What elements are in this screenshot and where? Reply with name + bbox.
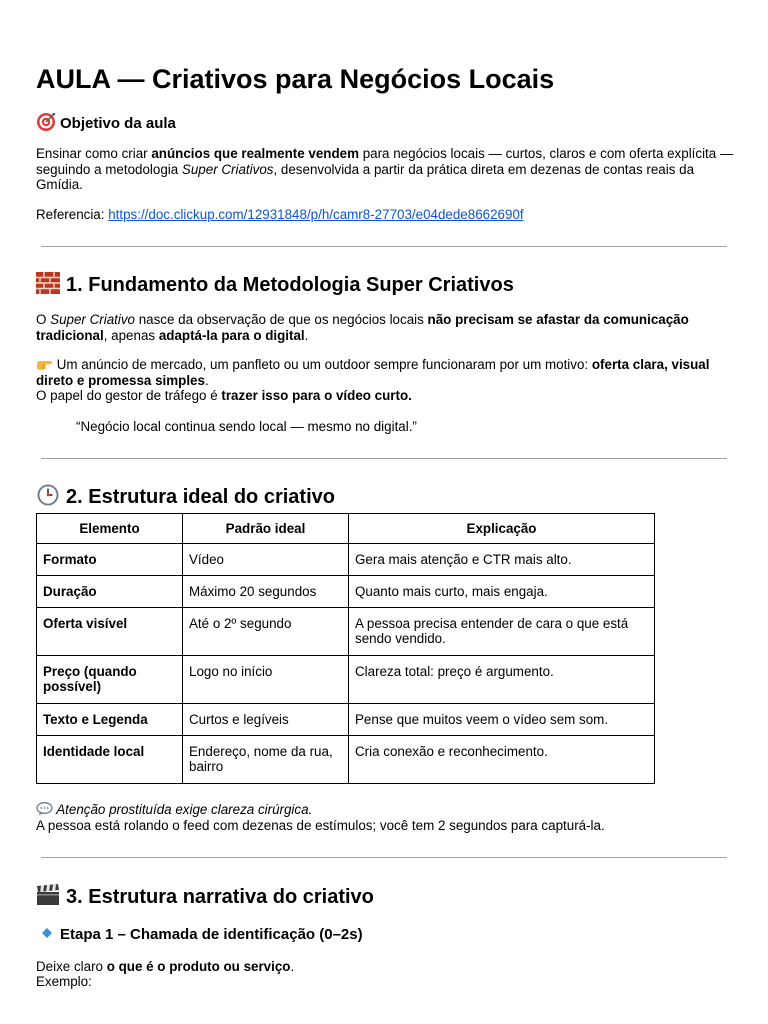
section-1-paragraph-1: [36, 312, 736, 343]
reference-link[interactable]: https://doc.clickup.com/12931848/p/h/camr8-27703/e04dede8662690f: [108, 207, 524, 222]
horizontal-rule: [41, 246, 727, 247]
section-3-paragraph-2: Exemplo:: [36, 974, 92, 989]
text-run: para negócios locais — curtos, claros e com oferta explícita — seguindo a metodologia: [36, 146, 734, 177]
table-cell: Preço (quando possível): [37, 655, 183, 703]
attention-note-text: A pessoa está rolando o feed com dezenas de estímulos; você tem 2 segundos para capturá-la.: [36, 818, 605, 833]
table-cell: Pense que muitos veem o vídeo sem som.: [349, 703, 655, 735]
bold-run: não precisam se afastar da comunicação tradicional: [36, 312, 689, 343]
objective-paragraph: [36, 146, 736, 193]
table-cell: Gera mais atenção e CTR mais alto.: [349, 543, 655, 575]
bold-run: anúncios que realmente vendem: [151, 146, 359, 161]
table-row: [37, 575, 655, 607]
page-title: AULA — Criativos para Negócios Locais: [36, 64, 555, 94]
table-header-cell: Padrão ideal: [183, 514, 349, 544]
text-run: , desenvolvida a partir da prática direta em dezenas de contas reais da Gmídia.: [36, 161, 695, 192]
italic-run: Atenção prostituída exige clareza cirúrgica.: [53, 802, 313, 817]
table-cell: Oferta visível: [37, 607, 183, 655]
table-cell: Quanto mais curto, mais engaja.: [349, 575, 655, 607]
reference-line: [36, 207, 736, 223]
bold-run: adaptá-la para o digital: [158, 327, 305, 343]
italic-run: Super Criativos: [181, 161, 274, 177]
table-row: [37, 703, 655, 735]
section-3-heading: [36, 884, 374, 910]
text-run: .: [304, 327, 309, 343]
table-row: [37, 543, 655, 575]
section-1-heading-text: 1. Fundamento da Metodologia Super Criativos: [66, 274, 514, 296]
section-3-paragraph-1: [36, 959, 736, 975]
horizontal-rule: [41, 857, 727, 858]
table-cell: Formato: [37, 543, 183, 575]
brick-icon: [36, 272, 60, 294]
clapperboard-icon: [36, 884, 60, 906]
text-run: O papel do gestor de tráfego é: [36, 388, 222, 403]
table-header-row: [37, 514, 655, 544]
objective-heading-text: Objetivo da aula: [60, 115, 176, 132]
table-cell: Curtos e legíveis: [183, 703, 349, 735]
text-run: .: [204, 372, 209, 388]
text-run: Deixe claro: [36, 959, 107, 974]
table-cell: Clareza total: preço é argumento.: [349, 655, 655, 703]
bold-run: o que é o produto ou serviço: [106, 959, 291, 974]
text-run: , apenas: [103, 327, 159, 343]
text-run: .: [290, 959, 295, 974]
table-cell: Até o 2º segundo: [183, 607, 349, 655]
bold-run: trazer isso para o vídeo curto.: [221, 388, 412, 403]
table-cell: Identidade local: [37, 735, 183, 783]
italic-run: Super Criativo: [50, 312, 135, 327]
table-cell: Duração: [37, 575, 183, 607]
section-1-paragraph-2: [36, 357, 736, 388]
section-2-heading-text: 2. Estrutura ideal do criativo: [66, 486, 335, 508]
table-cell: Endereço, nome da rua, bairro: [183, 735, 349, 783]
horizontal-rule: [41, 458, 727, 459]
table-row: [37, 655, 655, 703]
section-1-heading: [36, 272, 514, 298]
section-2-heading: [36, 484, 335, 510]
pointing-hand-icon: [36, 357, 53, 371]
attention-note: [36, 802, 736, 818]
table-cell: Máximo 20 segundos: [183, 575, 349, 607]
table-header-cell: Explicação: [349, 514, 655, 544]
objective-heading: [36, 112, 176, 134]
reference-label: Referencia:: [36, 207, 109, 222]
step-1-heading-text: Etapa 1 – Chamada de identificação (0–2s): [60, 926, 363, 943]
step-1-heading: [40, 925, 363, 945]
section-1-paragraph-3: [36, 388, 736, 404]
text-run: nasce da observação de que os negócios locais: [134, 312, 428, 327]
table-cell: Cria conexão e reconhecimento.: [349, 735, 655, 783]
table-cell: Logo no início: [183, 655, 349, 703]
table-header-cell: Elemento: [37, 514, 183, 544]
quote-text: “Negócio local continua sendo local — mesmo no digital.”: [76, 419, 417, 434]
speech-balloon-icon: [36, 802, 53, 816]
table-cell: Texto e Legenda: [37, 703, 183, 735]
table-row: [37, 607, 655, 655]
table-cell: Vídeo: [183, 543, 349, 575]
blue-diamond-icon: [40, 926, 54, 940]
table-row: [37, 735, 655, 783]
clock-icon: [36, 484, 60, 506]
criativo-structure-table: [36, 513, 655, 784]
text-run: Ensinar como criar: [36, 146, 152, 161]
section-3-heading-text: 3. Estrutura narrativa do criativo: [66, 886, 374, 908]
text-run: Um anúncio de mercado, um panfleto ou um outdoor sempre funcionaram por um motivo:: [53, 357, 592, 372]
table-cell: A pessoa precisa entender de cara o que está sendo vendido.: [349, 607, 655, 655]
target-icon: [36, 112, 56, 132]
text-run: O: [36, 312, 51, 327]
bold-run: oferta clara, visual direto e promessa simples: [36, 357, 710, 388]
